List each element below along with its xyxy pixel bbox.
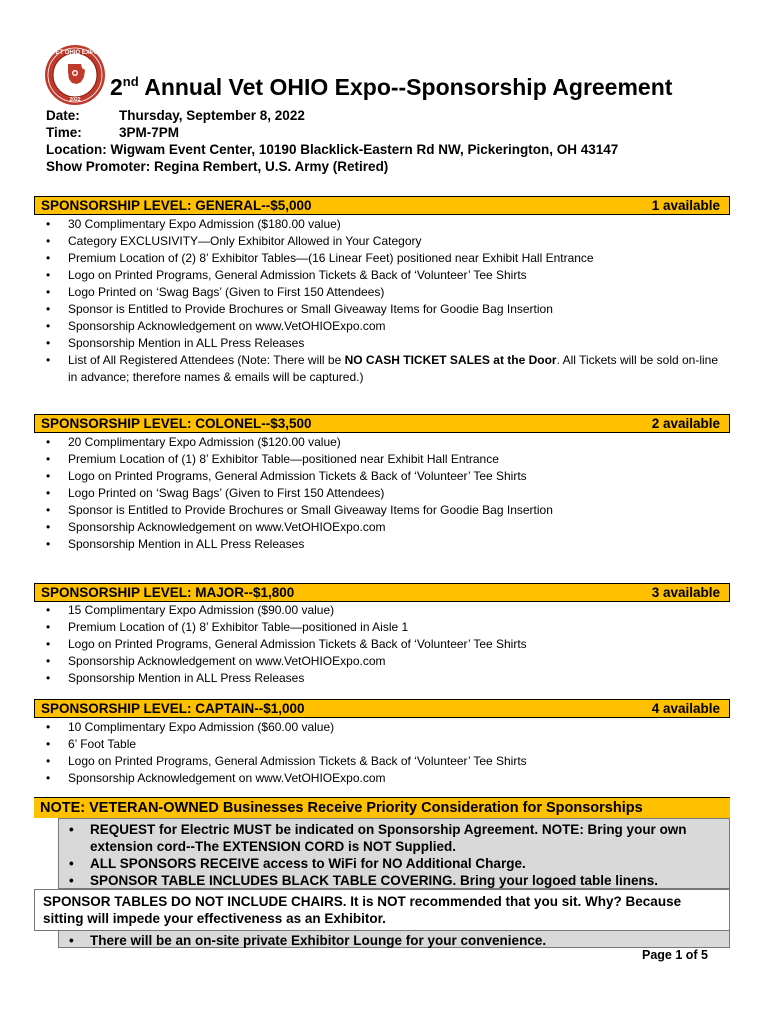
availability-count: 3 available [651, 585, 720, 600]
list-item: • Category EXCLUSIVITY—Only Exhibitor Allowed in Your Category [46, 233, 728, 250]
event-location: Location: Wigwam Event Center, 10190 Blacklick-Eastern Rd NW, Pickerington, OH 43147 [46, 142, 619, 157]
lounge-notice-box [58, 930, 730, 948]
list-item: • SPONSOR TABLE INCLUDES BLACK TABLE COVERING. Bring your logoed table linens. [59, 872, 729, 889]
svg-text:VET OHIO EXPO: VET OHIO EXPO [51, 50, 99, 56]
chairs-notice: SPONSOR TABLES DO NOT INCLUDE CHAIRS. It is NOT recommended that you sit. Why? Because sitting will impede your effectiveness as an Exhibitor. [34, 889, 730, 931]
list-item: • Sponsorship Acknowledgement on www.VetOHIOExpo.com [46, 318, 728, 335]
sponsorship-level-colonel-band [34, 414, 730, 433]
list-item: • REQUEST for Electric MUST be indicated on Sponsorship Agreement. NOTE: Bring your own extension cord--The EXTENSION CORD is NOT Supplied. [59, 821, 729, 855]
expo-logo-seal [44, 44, 106, 106]
availability-count: 2 available [651, 416, 720, 431]
page-number: Page 1 of 5 [642, 948, 708, 962]
list-item: • Premium Location of (1) 8’ Exhibitor Table—positioned near Exhibit Hall Entrance [46, 451, 728, 468]
list-item: • ALL SPONSORS RECEIVE access to WiFi for NO Additional Charge. [59, 855, 729, 872]
list-item: • Logo on Printed Programs, General Admission Tickets & Back of ‘Volunteer’ Tee Shirts [46, 267, 728, 284]
list-item: • Sponsor is Entitled to Provide Brochures or Small Giveaway Items for Goodie Bag Insertion [46, 301, 728, 318]
event-date: Date: Thursday, September 8, 2022 [46, 108, 305, 123]
list-item: • Premium Location of (2) 8’ Exhibitor Tables—(16 Linear Feet) positioned near Exhibit Hall Entrance [46, 250, 728, 267]
show-promoter: Show Promoter: Regina Rembert, U.S. Army (Retired) [46, 159, 389, 174]
list-item: • Sponsorship Mention in ALL Press Releases [46, 670, 728, 687]
event-time: Time: 3PM-7PM [46, 125, 180, 140]
list-item: • 20 Complimentary Expo Admission ($120.00 value) [46, 434, 728, 451]
list-item: • List of All Registered Attendees (Note: There will be NO CASH TICKET SALES at the Door. All Tickets will be sold on-line in advance; therefore names & emails will be captured.) [46, 352, 728, 386]
sponsorship-level-major-band [34, 583, 730, 602]
major-benefits-list [46, 602, 728, 687]
list-item: • Logo Printed on ‘Swag Bags’ (Given to First 150 Attendees) [46, 485, 728, 502]
list-item: • 15 Complimentary Expo Admission ($90.00 value) [46, 602, 728, 619]
sponsorship-level-general-band [34, 196, 730, 215]
list-item: • Premium Location of (1) 8’ Exhibitor Table—positioned in Aisle 1 [46, 619, 728, 636]
colonel-benefits-list [46, 434, 728, 553]
list-item: • Sponsorship Acknowledgement on www.VetOHIOExpo.com [46, 770, 728, 787]
list-item: • Sponsorship Mention in ALL Press Releases [46, 335, 728, 352]
availability-count: 4 available [651, 701, 720, 716]
general-benefits-list [46, 216, 728, 386]
list-item: • 30 Complimentary Expo Admission ($180.00 value) [46, 216, 728, 233]
list-item: • Logo Printed on ‘Swag Bags’ (Given to First 150 Attendees) [46, 284, 728, 301]
veteran-owned-note-heading: NOTE: VETERAN-OWNED Businesses Receive Priority Consideration for Sponsorships [34, 797, 730, 818]
list-item: • Sponsorship Acknowledgement on www.VetOHIOExpo.com [46, 519, 728, 536]
svg-text:2022: 2022 [69, 97, 81, 103]
page-title: 2nd Annual Vet OHIO Expo--Sponsorship Agreement [110, 74, 673, 100]
sponsorship-level-captain-band [34, 699, 730, 718]
list-item: • 10 Complimentary Expo Admission ($60.00 value) [46, 719, 728, 736]
list-item: • Logo on Printed Programs, General Admission Tickets & Back of ‘Volunteer’ Tee Shirts [46, 636, 728, 653]
list-item: • Sponsor is Entitled to Provide Brochures or Small Giveaway Items for Goodie Bag Insertion [46, 502, 728, 519]
sponsor-notes-box [58, 818, 730, 889]
list-item: • Sponsorship Mention in ALL Press Releases [46, 536, 728, 553]
level-title: SPONSORSHIP LEVEL: CAPTAIN--$1,000 [41, 701, 305, 716]
captain-benefits-list [46, 719, 728, 787]
list-item: • 6’ Foot Table [46, 736, 728, 753]
no-cash-note: NO CASH TICKET SALES at the Door [344, 353, 557, 367]
vet-ohio-expo-seal-icon [44, 44, 106, 106]
availability-count: 1 available [651, 198, 720, 213]
level-title: SPONSORSHIP LEVEL: COLONEL--$3,500 [41, 416, 312, 431]
list-item: • Logo on Printed Programs, General Admission Tickets & Back of ‘Volunteer’ Tee Shirts [46, 468, 728, 485]
level-title: SPONSORSHIP LEVEL: GENERAL--$5,000 [41, 198, 312, 213]
list-item: • Logo on Printed Programs, General Admission Tickets & Back of ‘Volunteer’ Tee Shirts [46, 753, 728, 770]
list-item: • There will be an on-site private Exhibitor Lounge for your convenience. [59, 932, 729, 949]
list-item: • Sponsorship Acknowledgement on www.VetOHIOExpo.com [46, 653, 728, 670]
level-title: SPONSORSHIP LEVEL: MAJOR--$1,800 [41, 585, 295, 600]
